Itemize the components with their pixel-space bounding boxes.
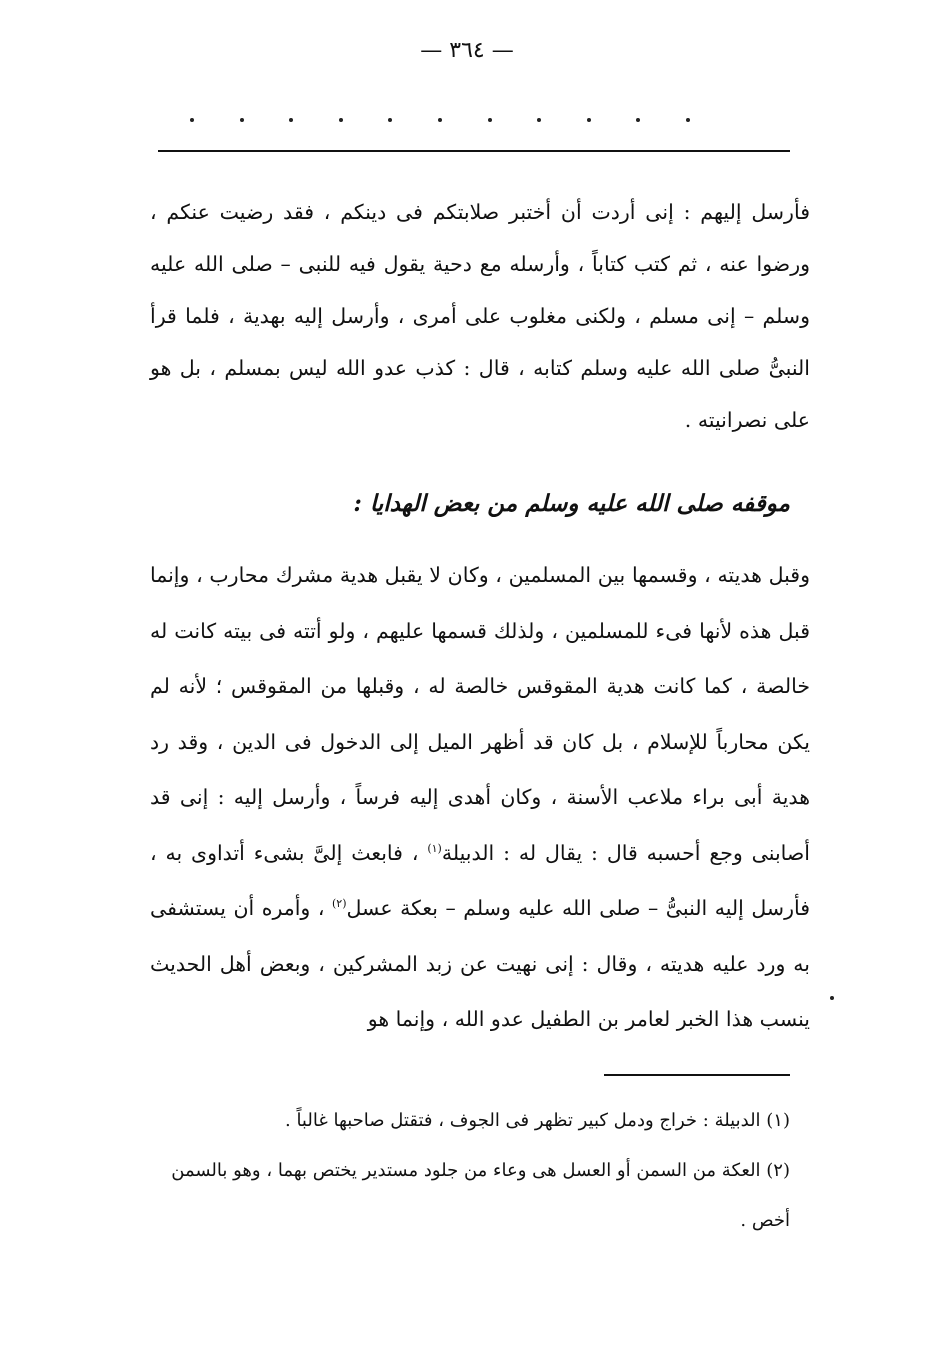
footnote-2: (٢) العكة من السمن أو العسل هى وعاء من جلود مستدير يختص بهما ، وهو بالسمن أخص . xyxy=(171,1160,790,1231)
ornament-dot xyxy=(289,118,293,122)
ornament-dot xyxy=(240,118,244,122)
ornament-dot xyxy=(339,118,343,122)
ornament-dot xyxy=(636,118,640,122)
footnotes xyxy=(150,1096,790,1246)
footnote-1: (١) الدبيلة : خراج ودمل كبير تظهر فى الجوف ، فتقتل صاحبها غالباً . xyxy=(285,1110,790,1131)
body-paragraph-2 xyxy=(150,548,810,1048)
ornament-dot xyxy=(587,118,591,122)
ornament-dot xyxy=(190,118,194,122)
ornament-dot xyxy=(438,118,442,122)
footnote-rule xyxy=(604,1074,790,1076)
header-rule xyxy=(158,150,790,152)
paragraph-2-text-part-2: ، فابعث إلىَّ بشىء أتداوى به ، فأرسل إليه النبىُّ – صلى الله عليه وسلم – بعكة عسل xyxy=(150,840,811,920)
footnote-ref-2: (٢) xyxy=(332,897,347,911)
page-number: — ٣٦٤ — xyxy=(420,38,514,63)
body-paragraph-1: فأرسل إليهم : إنى أردت أن أختبر صلابتكم فى دينكم ، فقد رضيت عنكم ، ورضوا عنه ، ثم كتب كتاباً ، وأرسله مع دحية يقول فيه للنبى – صلى الله عليه وسلم – إنى مسلم ، ولكنى مغلوب على أمرى ، وأرسل إليه بهدية ، فلما قرأ النبىُّ صلى الله عليه وسلم كتابه ، قال : كذب عدو الله ليس بمسلم ، بل هو على نصرانيته . xyxy=(150,200,810,432)
ornamental-dots xyxy=(190,118,690,122)
ornament-dot xyxy=(686,118,690,122)
section-heading: موقفه صلى الله عليه وسلم من بعض الهدايا : xyxy=(353,490,790,517)
ornament-dot xyxy=(537,118,541,122)
ornament-dot xyxy=(488,118,492,122)
ornament-dot xyxy=(388,118,392,122)
margin-mark xyxy=(830,996,834,1000)
paragraph-2-text-part-3: ، وأمره أن يستشفى به ورد عليه هديته ، وقال : إنى نهيت عن زبد المشركين ، وبعض أهل الحديث ينسب هذا الخبر لعامر بن الطفيل عدو الله ، وإنما هو xyxy=(150,896,810,1031)
footnote-ref-1: (١) xyxy=(427,841,442,855)
paragraph-2-text-part-1: وقبل هديته ، وقسمها بين المسلمين ، وكان لا يقبل هدية مشرك محارب ، وإنما قبل هذه لأنها فىء للمسلمين ، ولذلك قسمها عليهم ، ولو أتته فى بيته كانت له خالصة ، كما كانت هدية المقوقس خالصة له ، وقبلها من المقوقس ؛ لأنه لم يكن محارباً للإسلام ، بل كان قد أظهر الميل إلى الدخول فى الدين ، وقد رد هدية أبى براء ملاعب الأسنة ، وكان أهدى إليه فرساً ، وأرسل إليه : إنى قد أصابنى وجع أحسبه قال : يقال له : الدبيلة xyxy=(150,563,810,865)
